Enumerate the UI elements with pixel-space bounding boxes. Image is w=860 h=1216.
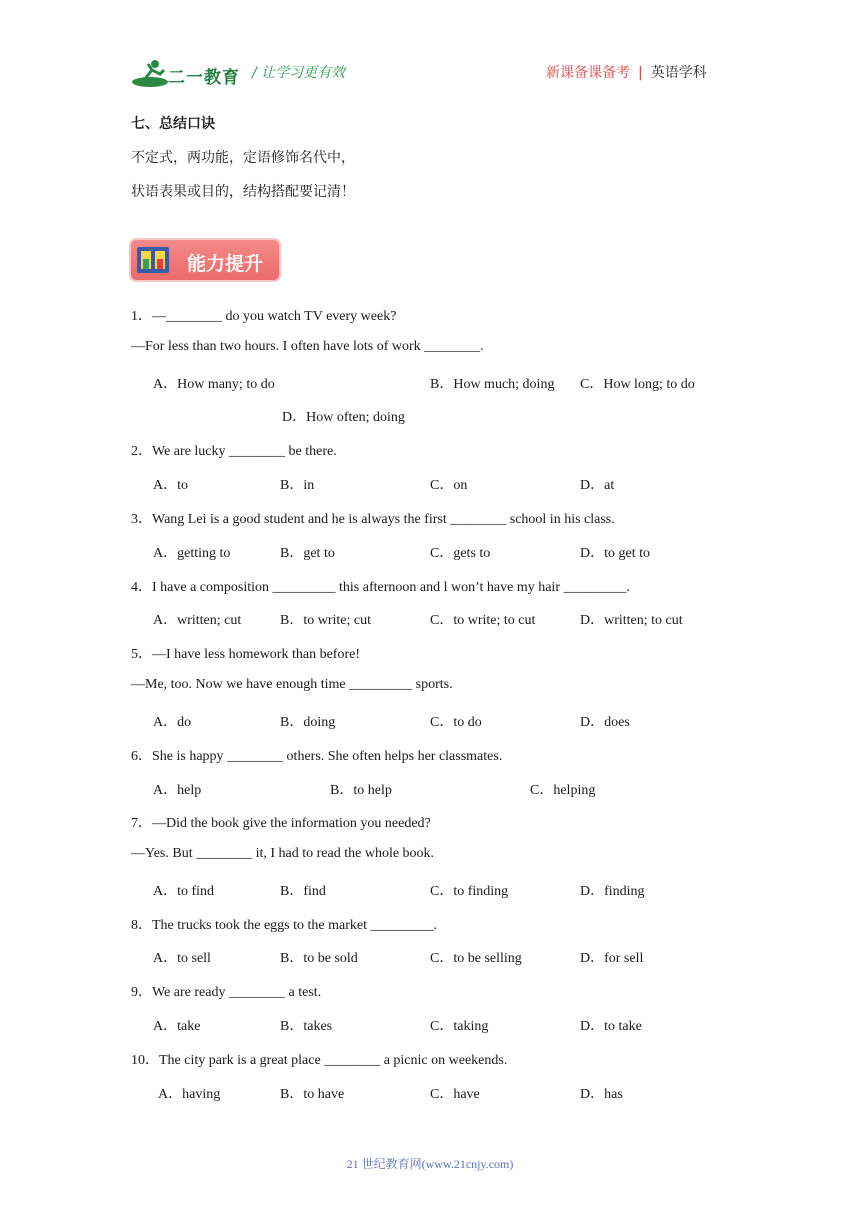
option: B．find <box>280 884 326 899</box>
summary-line-1: 不定式，两功能，定语修饰名代中， <box>131 150 355 166</box>
option: A．to <box>153 478 188 493</box>
header-course-label: 新课备课备考 <box>546 65 630 81</box>
option: A．to sell <box>153 951 211 966</box>
option: A．having <box>158 1087 221 1102</box>
option: A．How many; to do <box>153 377 275 392</box>
option: B．to be sold <box>280 951 358 966</box>
option: D．does <box>580 715 630 730</box>
option: A．written; cut <box>153 613 242 628</box>
option: C．to be selling <box>430 951 522 966</box>
question-stem: 10．The city park is a great place ________ a picnic on weekends. <box>131 1053 508 1068</box>
option: D．has <box>580 1087 623 1102</box>
summary-line-2: 状语表果或目的，结构搭配要记清！ <box>131 184 355 200</box>
question-stem: 5．—I have less homework than before! <box>131 647 360 662</box>
option: B．takes <box>280 1019 333 1034</box>
option: C．to write; to cut <box>430 613 536 628</box>
option: C．How long; to do <box>580 377 695 392</box>
option: A．getting to <box>153 546 231 561</box>
option: B．get to <box>280 546 335 561</box>
option: A．help <box>153 783 202 798</box>
option: B．to have <box>280 1087 345 1102</box>
option: A．do <box>153 715 192 730</box>
option: C．have <box>430 1087 480 1102</box>
option: C．helping <box>530 783 596 798</box>
banner-label: 能力提升 <box>187 253 264 275</box>
banner-icon <box>137 247 169 273</box>
question-stem: 8．The trucks took the eggs to the market _________. <box>131 918 437 933</box>
question-stem-reply: —Yes. But ________ it, I had to read the whole book. <box>131 846 435 861</box>
option: D．to take <box>580 1019 642 1034</box>
option: D．to get to <box>580 546 650 561</box>
question-stem: 9．We are ready ________ a test. <box>131 985 322 1000</box>
question-stem-reply: —For less than two hours. I often have lots of work ________. <box>131 339 484 354</box>
question-stem: 2．We are lucky ________ be there. <box>131 444 337 459</box>
section-banner <box>131 240 279 280</box>
header-subject-label: 英语学科 <box>650 65 707 81</box>
question-stem: 4．I have a composition _________ this afternoon and l won’t have my hair _________. <box>131 580 630 595</box>
option: D．at <box>580 478 615 493</box>
option: B．in <box>280 478 315 493</box>
footer-source: 21 世纪教育网(www.21cnjy.com) <box>346 1157 514 1171</box>
logo-text: 二一教育 <box>168 68 240 88</box>
question-stem: 3．Wang Lei is a good student and he is always the first ________ school in his class. <box>131 512 615 527</box>
header-separator: | <box>638 65 643 81</box>
option: D．for sell <box>580 951 644 966</box>
option: C．gets to <box>430 546 491 561</box>
option: B．How much; doing <box>430 377 555 392</box>
option: C．on <box>430 478 468 493</box>
option: D．finding <box>580 884 645 899</box>
question-stem-reply: —Me, too. Now we have enough time _________ sports. <box>131 677 453 692</box>
option: D．How often; doing <box>282 410 405 425</box>
question-stem: 6．She is happy ________ others. She often helps her classmates. <box>131 749 503 764</box>
summary-heading: 七、总结口诀 <box>131 116 215 132</box>
option: C．to finding <box>430 884 509 899</box>
option: A．to find <box>153 884 215 899</box>
option: C．to do <box>430 715 482 730</box>
option: A．take <box>153 1019 201 1034</box>
option: B．doing <box>280 715 336 730</box>
header-right <box>546 62 707 82</box>
question-stem: 1．—________ do you watch TV every week? <box>131 309 397 324</box>
option: B．to write; cut <box>280 613 371 628</box>
slogan: / 让学习更有效 <box>252 65 346 81</box>
option: B．to help <box>330 783 392 798</box>
option: C．taking <box>430 1019 489 1034</box>
question-stem: 7．—Did the book give the information you needed? <box>131 816 431 831</box>
option: D．written; to cut <box>580 613 683 628</box>
